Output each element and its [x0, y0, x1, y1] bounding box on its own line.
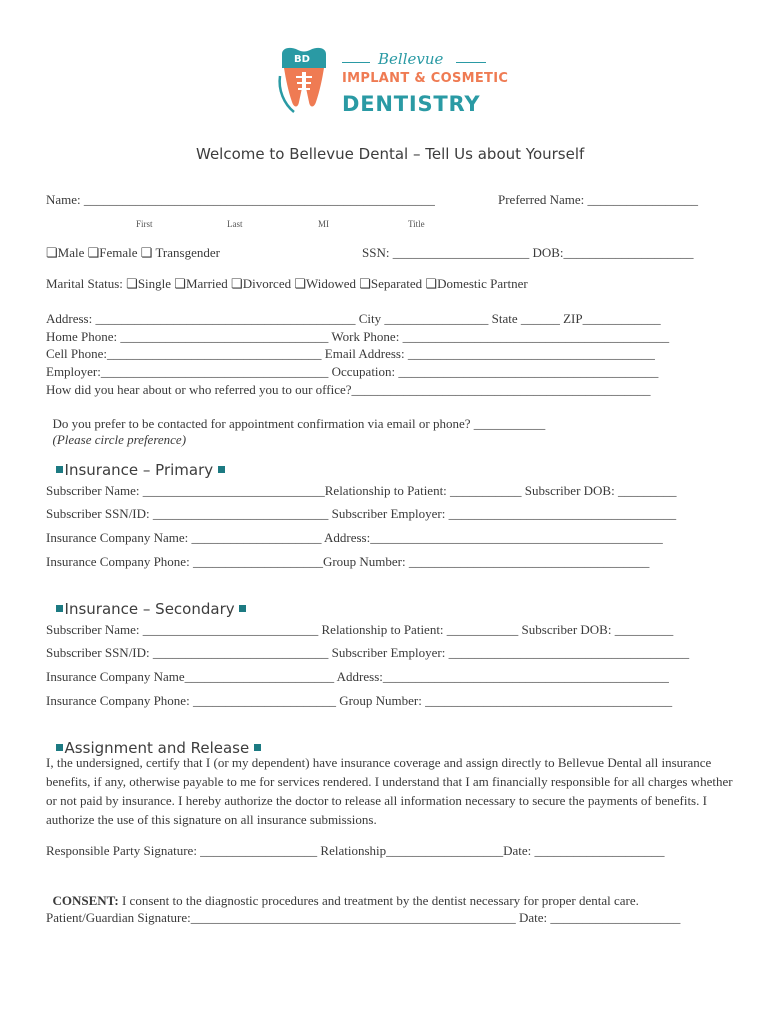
section-bullet-icon: [56, 605, 63, 612]
assignment-heading: [46, 721, 263, 757]
address-field[interactable]: Address: ________________________________________ City ________________ State ______ ZIP____________: [46, 311, 661, 326]
consent-label: CONSENT:: [52, 893, 119, 908]
contact-preference-question: Do you prefer to be contacted for appointment confirmation via email or phone? ___________: [52, 416, 546, 431]
consent-text: I consent to the diagnostic procedures and treatment by the dentist necessary for proper dental care.: [118, 893, 639, 908]
logo-line2: IMPLANT & COSMETIC: [342, 71, 509, 86]
section-bullet-icon: [218, 466, 225, 473]
secondary-subscriber-name-field[interactable]: Subscriber Name: ___________________________ Relationship to Patient: ___________ Subscriber DOB: _________: [46, 622, 674, 637]
employer-field[interactable]: Employer:___________________________________ Occupation: ________________________________________: [46, 364, 659, 379]
primary-subscriber-ssn-field[interactable]: Subscriber SSN/ID: ___________________________ Subscriber Employer: ___________________________________: [46, 506, 677, 521]
ssn-dob-field[interactable]: SSN: _____________________ DOB:____________________: [362, 245, 694, 260]
page-title: Welcome to Bellevue Dental – Tell Us about Yourself: [196, 145, 585, 163]
cell-email-field[interactable]: Cell Phone:_________________________________ Email Address: ______________________________________: [46, 346, 655, 361]
primary-subscriber-name-field[interactable]: Subscriber Name: ____________________________Relationship to Patient: ___________ Subscriber DOB: _________: [46, 483, 677, 498]
consent-statement: [46, 877, 639, 909]
logo-rule-left: [342, 62, 370, 63]
section-heading-text: Assignment and Release: [64, 739, 250, 757]
patient-signature-field[interactable]: Patient/Guardian Signature:__________________________________________________ Date: ____________________: [46, 910, 681, 925]
referral-field[interactable]: How did you hear about or who referred you to our office?______________________________________________: [46, 382, 651, 397]
primary-company-name-field[interactable]: Insurance Company Name: ____________________ Address:_____________________________________________: [46, 530, 663, 545]
insurance-primary-heading: [46, 443, 227, 479]
section-heading-text: Insurance – Primary: [64, 461, 214, 479]
logo-line1: Bellevue: [378, 50, 444, 68]
name-hint-first: First: [136, 219, 153, 229]
responsible-party-signature-field[interactable]: Responsible Party Signature: __________________ Relationship__________________Date: ____________________: [46, 843, 665, 858]
logo-rule-right: [456, 62, 486, 63]
phone-field[interactable]: Home Phone: ________________________________ Work Phone: _________________________________________: [46, 329, 670, 344]
name-field[interactable]: Name: ______________________________________________________: [46, 192, 435, 207]
secondary-subscriber-ssn-field[interactable]: Subscriber SSN/ID: ___________________________ Subscriber Employer: _____________________________________: [46, 645, 690, 660]
contact-preference-note: (Please circle preference): [52, 432, 187, 447]
contact-preference-field[interactable]: [46, 400, 545, 448]
section-bullet-icon: [56, 466, 63, 473]
section-bullet-icon: [56, 744, 63, 751]
name-hint-last: Last: [227, 219, 243, 229]
gender-options[interactable]: ❏Male ❏Female ❏ Transgender: [46, 245, 220, 260]
insurance-secondary-heading: [46, 582, 248, 618]
practice-logo: [276, 46, 509, 118]
primary-company-phone-field[interactable]: Insurance Company Phone: ____________________Group Number: _____________________________________: [46, 554, 650, 569]
marital-status-options[interactable]: Marital Status: ❏Single ❏Married ❏Divorced ❏Widowed ❏Separated ❏Domestic Partner: [46, 276, 528, 291]
section-bullet-icon: [239, 605, 246, 612]
name-hint-title: Title: [408, 219, 425, 229]
secondary-company-name-field[interactable]: Insurance Company Name_______________________ Address:____________________________________________: [46, 669, 669, 684]
section-heading-text: Insurance – Secondary: [64, 600, 235, 618]
assignment-paragraph: I, the undersigned, certify that I (or my dependent) have insurance coverage and assign directly to Bellevue Dental all insurance benefits, if any, otherwise payable to me for services rendered. I understand that I am financially responsible for all charges whether or not paid by insurance. I hereby authorize the doctor to release all information necessary to secure the payments of benefits. I authorize the use of this signature on all insurance submissions.: [46, 755, 733, 827]
logo-badge: BD: [294, 54, 310, 65]
section-bullet-icon: [254, 744, 261, 751]
secondary-company-phone-field[interactable]: Insurance Company Phone: ______________________ Group Number: ______________________________________: [46, 693, 673, 708]
preferred-name-field[interactable]: Preferred Name: _________________: [498, 192, 699, 207]
logo-line3: DENTISTRY: [342, 92, 481, 116]
name-hint-mi: MI: [318, 219, 329, 229]
